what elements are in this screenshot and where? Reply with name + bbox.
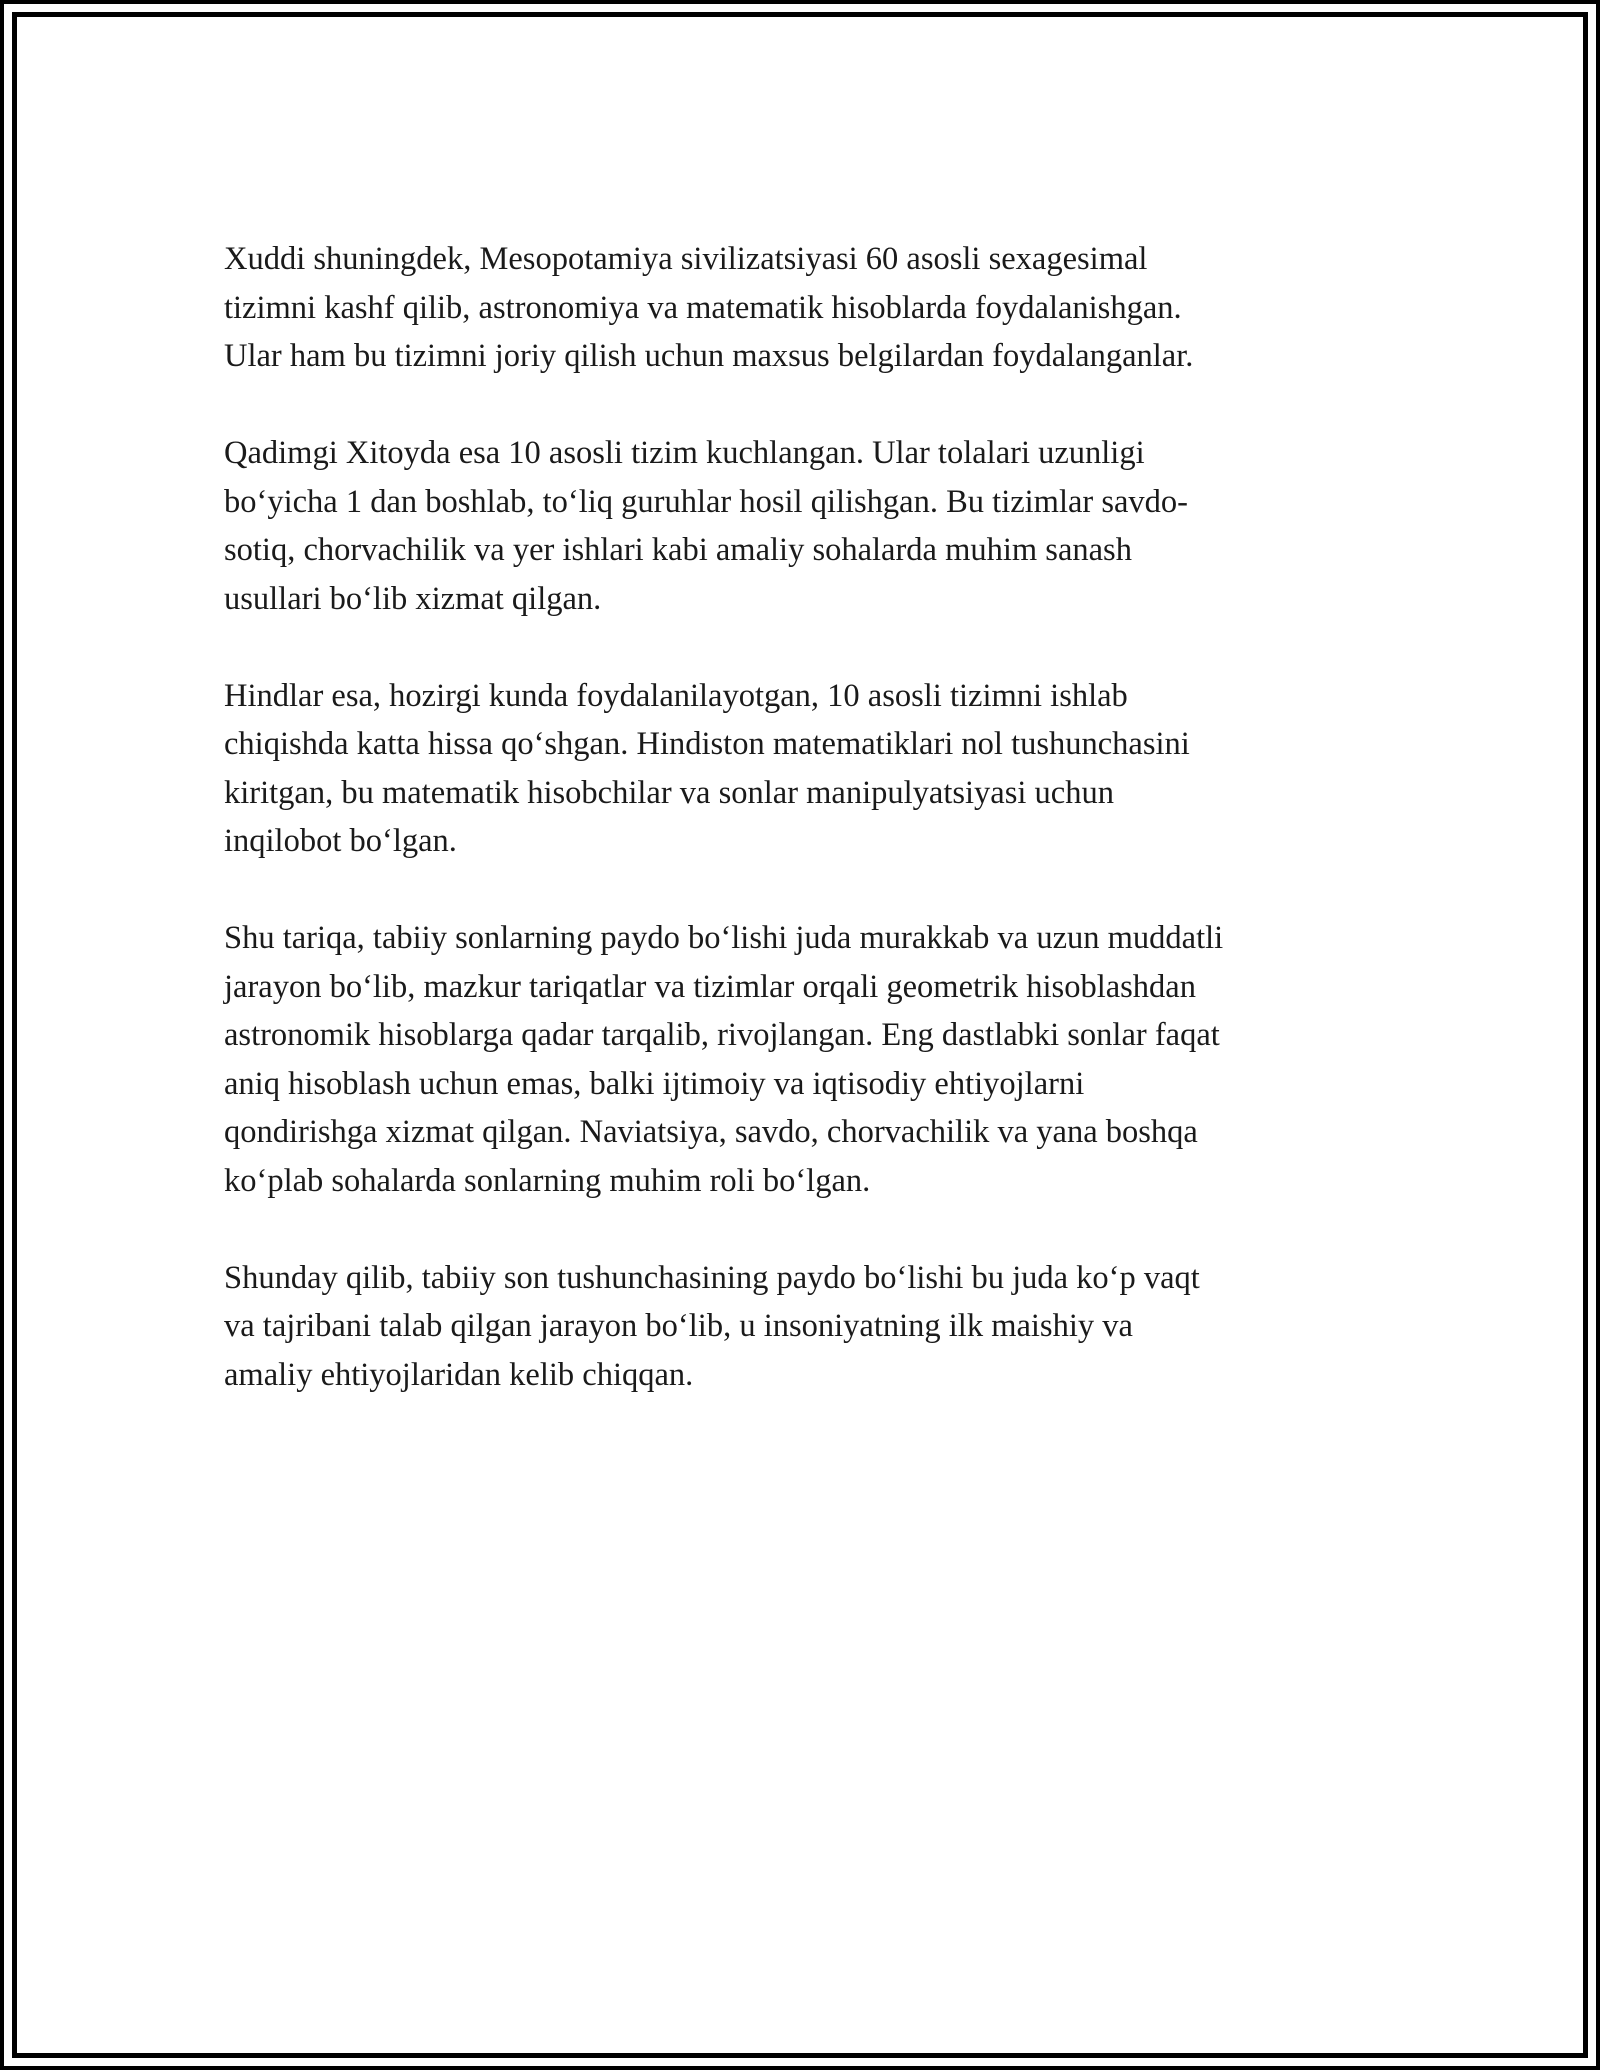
paragraph-5 <box>224 1254 1374 1400</box>
text-line: qondirishga xizmat qilgan. Naviatsiya, savdo, chorvachilik va yana boshqa <box>224 1114 1198 1150</box>
paragraph-1 <box>224 235 1374 381</box>
text-line: Hindlar esa, hozirgi kunda foydalanilayotgan, 10 asosli tizimni ishlab <box>224 677 1128 714</box>
text-line: Ular ham bu tizimni joriy qilish uchun maxsus belgilardan foydalanganlar. <box>224 338 1194 374</box>
text-line: kiritgan, bu matematik hisobchilar va sonlar manipulyatsiyasi uchun <box>224 774 1114 811</box>
text-line: usullari bo‘lib xizmat qilgan. <box>224 580 602 617</box>
text-line: Shu tariqa, tabiiy sonlarning paydo bo‘lishi juda murakkab va uzun muddatli <box>224 920 1224 956</box>
text-line: Xuddi shuningdek, Mesopotamiya sivilizatsiyasi 60 asosli sexagesimal <box>224 241 1148 277</box>
text-line: jarayon bo‘lib, mazkur tariqatlar va tizimlar orqali geometrik hisoblashdan <box>224 968 1196 1005</box>
text-line: amaliy ehtiyojlaridan kelib chiqqan. <box>224 1356 694 1393</box>
document-body <box>224 235 1374 1448</box>
text-line: chiqishda katta hissa qo‘shgan. Hindiston matematiklari nol tushunchasini <box>224 726 1190 762</box>
text-line: bo‘yicha 1 dan boshlab, to‘liq guruhlar hosil qilishgan. Bu tizimlar savdo- <box>224 483 1189 520</box>
text-line: Shunday qilib, tabiiy son tushunchasining paydo bo‘lishi bu juda ko‘p vaqt <box>224 1259 1200 1296</box>
text-line: aniq hisoblash uchun emas, balki ijtimoiy va iqtisodiy ehtiyojlarni <box>224 1065 1085 1102</box>
text-line: inqilobot bo‘lgan. <box>224 823 457 859</box>
paragraph-4 <box>224 914 1374 1205</box>
text-line: tizimni kashf qilib, astronomiya va matematik hisoblarda foydalanishgan. <box>224 289 1182 326</box>
text-line: astronomik hisoblarga qadar tarqalib, rivojlangan. Eng dastlabki sonlar faqat <box>224 1017 1220 1053</box>
paragraph-2 <box>224 429 1374 623</box>
text-line: sotiq, chorvachilik va yer ishlari kabi amaliy sohalarda muhim sanash <box>224 532 1132 568</box>
paragraph-3 <box>224 672 1374 866</box>
text-line: va tajribani talab qilgan jarayon bo‘lib, u insoniyatning ilk maishiy va <box>224 1308 1133 1344</box>
text-line: ko‘plab sohalarda sonlarning muhim roli bo‘lgan. <box>224 1162 871 1199</box>
text-line: Qadimgi Xitoyda esa 10 asosli tizim kuchlangan. Ular tolalari uzunligi <box>224 435 1145 471</box>
